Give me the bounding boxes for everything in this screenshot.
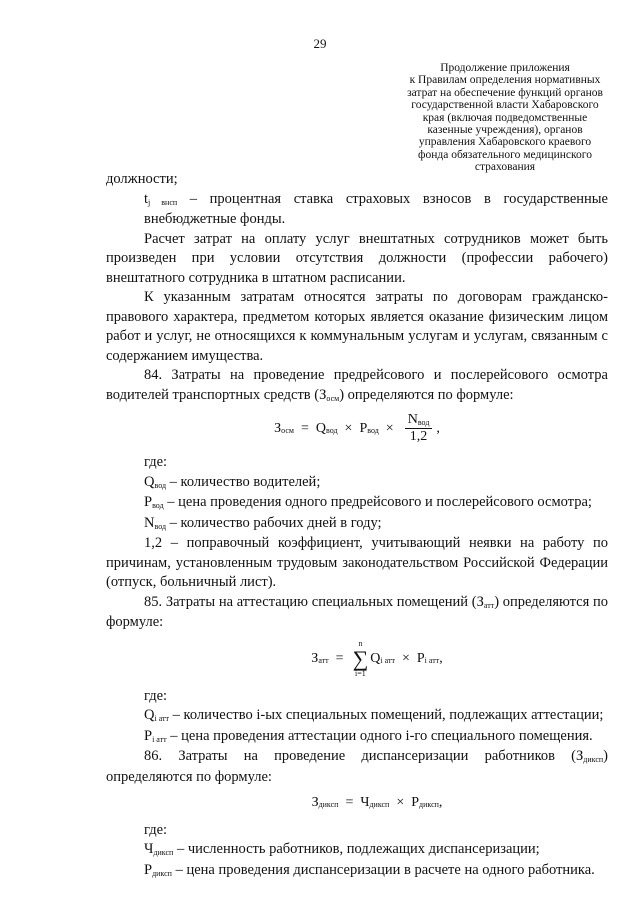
formula-85: З атт = n ∑ i=1 Q i атт × P i атт ,: [311, 638, 443, 678]
paragraph-86: 86. Затраты на проведение диспансеризации работников (Здиксп) определяются по формуле:: [106, 748, 608, 785]
header-line: казенные учреждения), органов: [427, 124, 583, 137]
formula-84: З осм = Q вод × P вод × $\frac{\text{Nвод}}{1,2}$ ,: [274, 412, 440, 444]
definition-t: tj внсп – процентная ставка страховых взносов в государственные внебюджетные фонды.: [144, 190, 608, 227]
formula-86: З диксп = Ч диксп × P диксп ,: [311, 795, 443, 810]
paragraph-continuation: должности;: [106, 171, 178, 187]
document-body: [106, 170, 608, 881]
paragraph-ukazannym: К указанным затратам относятся затраты по договорам гражданско-правового характера, предметом которых является оказание физическим лицом работ и услуг, не относящихся к коммунальным услугам и услугам, связанным с содержанием имущества.: [106, 289, 608, 364]
paragraph-85: 85. Затраты на аттестацию специальных помещений (Затт) определяются по формуле:: [106, 593, 608, 630]
where-label: где:: [144, 687, 168, 704]
header-line: к Правилам определения нормативных: [409, 74, 601, 87]
definition-ch-disp: Чдиксп – численность работников, подлежащих диспансеризации;: [144, 841, 540, 857]
definition-n-vod: Nвод – количество рабочих дней в году;: [144, 514, 382, 531]
definition-p-disp: Pдиксп – цена проведения диспансеризации в расчете на одного работника.: [144, 861, 595, 878]
page-number: 29: [313, 36, 327, 51]
appendix-header: [385, 62, 625, 174]
header-line: управления Хабаровского краевого: [418, 136, 592, 149]
where-label: где:: [144, 821, 168, 838]
definition-q-vod: Qвод – количество водителей;: [144, 473, 321, 490]
definition-p-att: Pi атт – цена проведения аттестации одного i-го специального помещения.: [144, 727, 593, 744]
header-line: фонда обязательного медицинского: [418, 148, 592, 161]
header-line: Продолжение приложения: [440, 62, 570, 74]
definition-coefficient: 1,2 – поправочный коэффициент, учитывающий неявки на работу по причинам, установленным трудовым законодательством Российской Федерации (отпуск, больничный лист).: [106, 535, 608, 590]
where-label: где:: [144, 454, 168, 470]
header-line: государственной власти Хабаровского: [411, 99, 599, 112]
paragraph-raschet: Расчет затрат на оплату услуг внештатных сотрудников может быть произведен при условии отсутствия должности (профессии рабочего) внештатного сотрудника в штатном расписании.: [106, 230, 608, 286]
definition-p-vod: Pвод – цена проведения одного предрейсового и послерейсового осмотра;: [144, 494, 592, 510]
header-line: затрат на обеспечение функций органов: [407, 86, 603, 99]
paragraph-84: 84. Затраты на проведение предрейсового и послерейсового осмотра водителей транспортных средств (Зосм) определяются по формуле:: [106, 367, 608, 403]
sum-sign: n ∑ i=1: [352, 638, 369, 678]
header-line: страхования: [474, 161, 536, 174]
definition-q-att: Qi атт – количество i-ых специальных помещений, подлежащих аттестации;: [144, 707, 604, 723]
fraction: $\frac{\text{Nвод}}{1,2}$: [405, 412, 433, 445]
header-line: края (включая подведомственные: [422, 111, 588, 124]
